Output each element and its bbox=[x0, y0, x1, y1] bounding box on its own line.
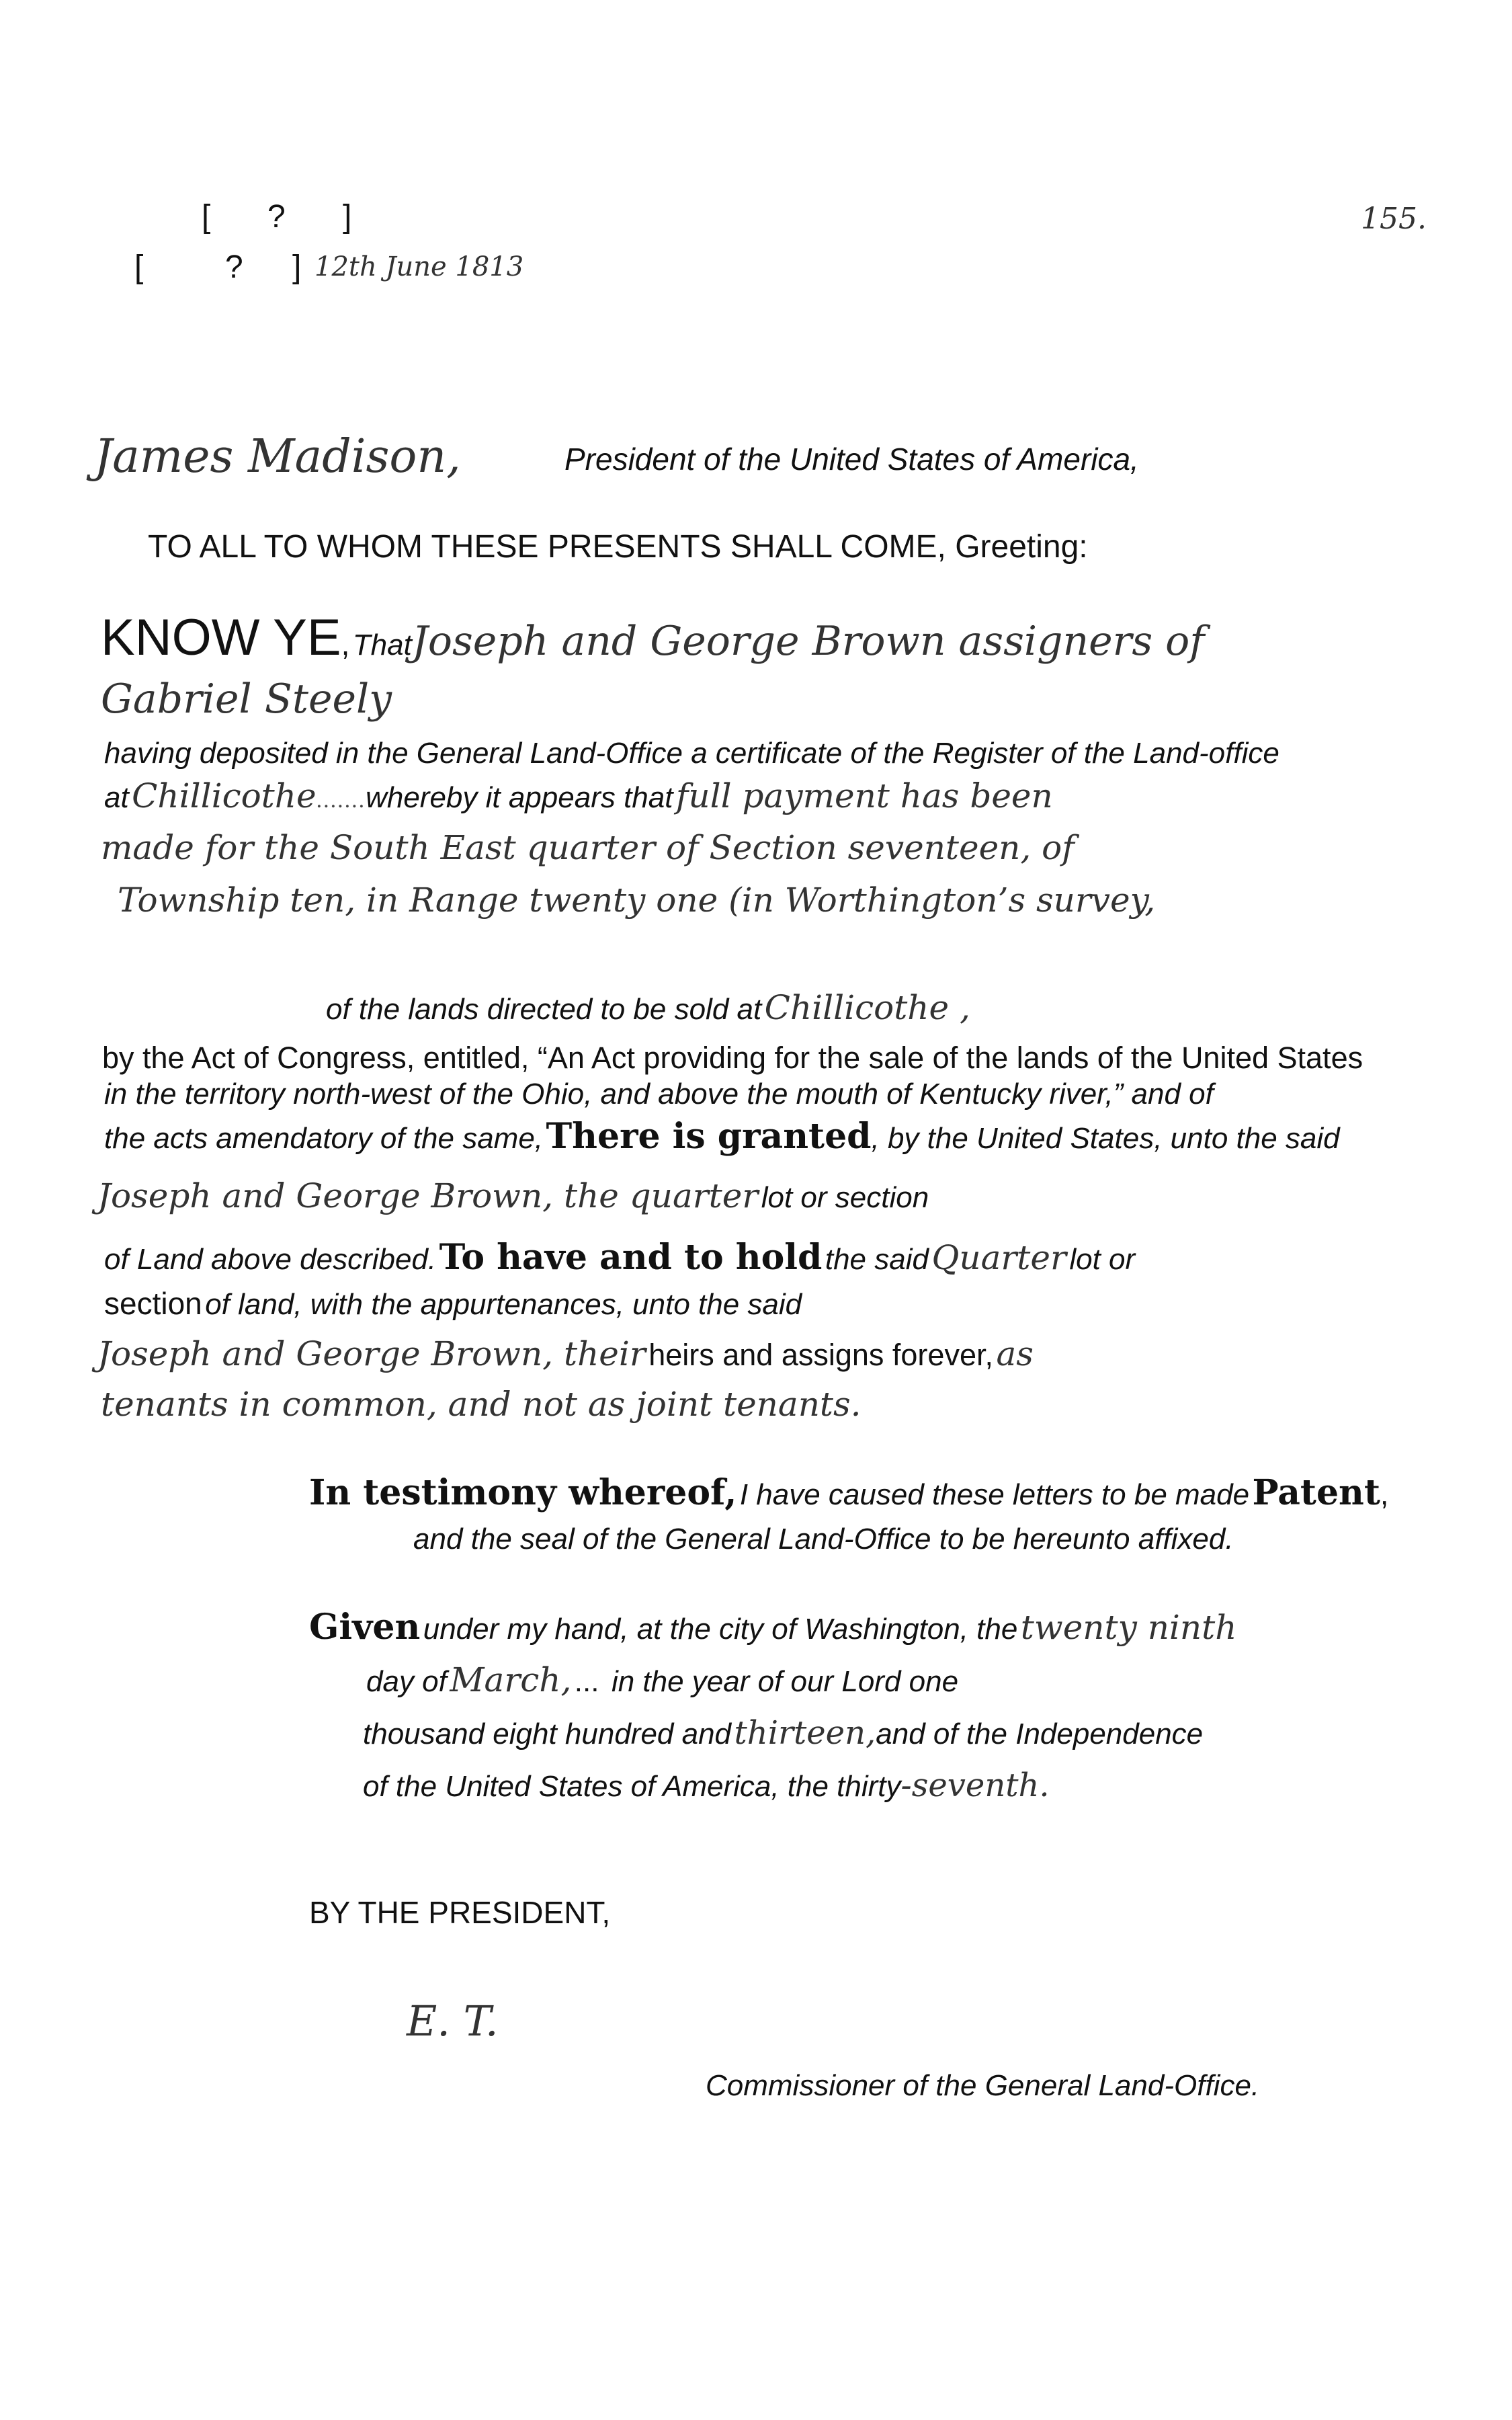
day-of: day of bbox=[366, 1665, 447, 1698]
bracket-open: [ bbox=[134, 249, 144, 285]
habendum-line bbox=[104, 1237, 1135, 1278]
tenants-text: tenants in common, and not as joint tenants. bbox=[101, 1385, 862, 1424]
recorded-date: 12th June 1813 bbox=[314, 251, 524, 282]
deposit-text: having deposited in the General Land-Office a certificate of the Register of the Land-office bbox=[104, 737, 1279, 770]
president-title: President of the United States of America, bbox=[564, 442, 1139, 477]
payment-line1: full payment has been bbox=[675, 776, 1053, 815]
section-word: section bbox=[104, 1286, 202, 1321]
bracket-close: ] bbox=[292, 249, 302, 285]
testimony-line1 bbox=[309, 1472, 1388, 1513]
know-ye: KNOW YE bbox=[101, 609, 341, 666]
comma: , bbox=[1380, 1477, 1389, 1511]
by-the-president: BY THE PRESIDENT, bbox=[309, 1895, 611, 1930]
month: March, bbox=[450, 1660, 572, 1699]
dots: ....... bbox=[316, 788, 366, 813]
page-number: 155. bbox=[1361, 202, 1427, 236]
grantees-line3: Joseph and George Brown, the quarter bbox=[97, 1176, 759, 1215]
there-is-granted: There is granted bbox=[546, 1116, 872, 1157]
bracket-question: ? bbox=[225, 249, 243, 285]
grantees-line2: Gabriel Steely bbox=[101, 676, 392, 723]
act-line3-a: the acts amendatory of the same, bbox=[104, 1122, 544, 1155]
section-line bbox=[104, 1285, 802, 1322]
given-line1 bbox=[309, 1607, 1236, 1648]
given-word: Given bbox=[309, 1607, 421, 1648]
ordinal: -seventh. bbox=[900, 1767, 1050, 1804]
commissioner-title: Commissioner of the General Land-Office. bbox=[706, 2069, 1260, 2102]
heirs-text: heirs and assigns forever, bbox=[648, 1338, 993, 1372]
land-described: of Land above described. bbox=[104, 1243, 437, 1276]
quarter-word: Quarter bbox=[931, 1238, 1066, 1277]
that-word: That bbox=[352, 629, 412, 661]
whereby-text: whereby it appears that bbox=[366, 781, 673, 814]
of-us-text: of the United States of America, the thirty bbox=[363, 1770, 901, 1803]
bracket-close: ] bbox=[343, 199, 352, 235]
act-line3-b: , by the United States, unto the said bbox=[871, 1122, 1340, 1155]
grantees-line1: Joseph and George Brown assigners of bbox=[411, 618, 1205, 665]
in-testimony-whereof: In testimony whereof, bbox=[309, 1472, 737, 1513]
at-word: at bbox=[104, 781, 129, 814]
thousand-text: thousand eight hundred and bbox=[363, 1718, 732, 1750]
grantees-line4-row bbox=[97, 1334, 1034, 1373]
bracket-open: [ bbox=[202, 199, 211, 235]
office-location: Chillicothe bbox=[132, 776, 317, 815]
payment-line3: Township ten, in Range twenty one (in Worthington’s survey, bbox=[118, 881, 1156, 920]
comma: , bbox=[341, 627, 350, 661]
dots: ... bbox=[574, 1665, 599, 1698]
testimony-text2: and the seal of the General Land-Office to be hereunto affixed. bbox=[413, 1523, 1234, 1556]
bracket-question: ? bbox=[267, 199, 286, 235]
patent-word: Patent bbox=[1252, 1472, 1380, 1513]
know-ye-line bbox=[101, 608, 1205, 667]
independence-text: and of the Independence bbox=[876, 1718, 1204, 1750]
lot-or-section: lot or section bbox=[761, 1181, 929, 1214]
given-text1: under my hand, at the city of Washington, the bbox=[423, 1613, 1018, 1646]
signature-initials: E. T. bbox=[407, 1997, 499, 2046]
to-have-and-to-hold: To have and to hold bbox=[439, 1237, 823, 1278]
act-line3 bbox=[104, 1116, 1340, 1157]
payment-line2: made for the South East quarter of Section seventeen, of bbox=[101, 828, 1075, 867]
grantees-line3-row bbox=[97, 1176, 929, 1215]
grantees-line4: Joseph and George Brown, their bbox=[97, 1334, 646, 1373]
given-line4 bbox=[363, 1767, 1050, 1804]
of-land-text: of land, with the appurtenances, unto the said bbox=[205, 1288, 802, 1321]
lands-directed-line bbox=[326, 988, 970, 1027]
testimony-text1: I have caused these letters to be made bbox=[739, 1478, 1250, 1511]
sale-location: Chillicothe , bbox=[764, 988, 970, 1027]
day-words: twenty ninth bbox=[1020, 1608, 1237, 1647]
president-name: James Madison, bbox=[94, 430, 461, 483]
act-line2: in the territory north-west of the Ohio, and above the mouth of Kentucky river,” and of bbox=[104, 1078, 1214, 1111]
given-line3 bbox=[363, 1714, 1203, 1752]
year-text: in the year of our Lord one bbox=[611, 1665, 959, 1698]
salutation: TO ALL TO WHOM THESE PRESENTS SHALL COME, Greeting: bbox=[148, 529, 1088, 565]
the-said: the said bbox=[825, 1243, 929, 1276]
at-line bbox=[104, 776, 1053, 815]
given-line2 bbox=[366, 1660, 958, 1699]
lot-or: lot or bbox=[1069, 1243, 1136, 1276]
year-words: thirteen, bbox=[734, 1714, 876, 1752]
as-word: as bbox=[996, 1334, 1034, 1373]
act-line1: by the Act of Congress, entitled, “An Act providing for the sale of the lands of the United States bbox=[102, 1041, 1363, 1075]
lands-directed-text: of the lands directed to be sold at bbox=[326, 993, 762, 1026]
